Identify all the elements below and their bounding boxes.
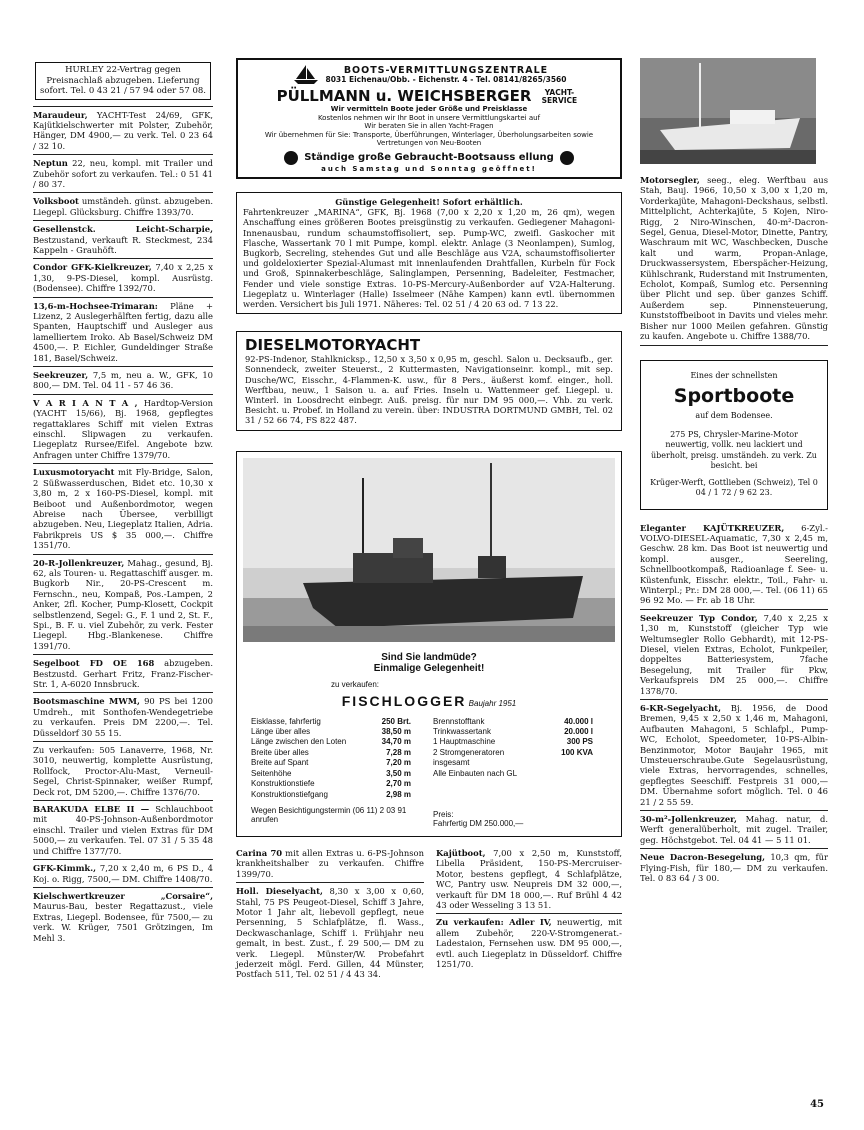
classified-ad bbox=[33, 395, 213, 464]
marina-text: Fahrtenkreuzer „MARINA“, GFK, Bj. 1968 (7,00 x 2,20 x 1,20 m, 26 qm), wegen Anschaffung eines größeren Bootes preisgünstig zu verkaufen. Gediegener Mahagoni-Innenausbau, rundum schaumstoffisoliert, sep. Pump-WC, zweifl. Gaskocher mit Flasche, Wassertank 70 l mit Pumpe, kompl. elektr. Anlage (3 Neonlampen), Sumlog, Bugkorb, Secreling, stehendes Gut und alle Beschläge aus V2A, schaumstoffisolierter und goldeloxierter Spezial-Alumast mit innenlaufenden Drahtfallen, Kurbeln für Fock und Groß, Spinnakerbeschläge, Salinglampen, Persenning, Badeleiter, Festmacher, Fender und viele sonstige Extras. 10-PS-Mercury-Außenborder auf V2A-Halterung. Liegeplatz u. Winterlager (Halle) Isselmeer (Nähe Kampen) kann evtl. übernommen werden. Versichert bis Juli 1971. Näheres: Tel. 02 51 / 4 20 63 od. 7 13 22. bbox=[243, 207, 615, 310]
ad-head: Neptun bbox=[33, 158, 68, 169]
spec-row bbox=[251, 748, 411, 758]
spec-key: Konstruktionstiefgang bbox=[251, 789, 328, 799]
ad-head: 6-KR-Segelyacht, bbox=[640, 703, 722, 713]
spec-row bbox=[251, 779, 411, 789]
ad-body: Zu verkaufen: 505 Lanaverre, 1968, Nr. 3010, neuwertig, komplette Ausrüstung, Rollfock, Proctor-Alu-Mast, Verneuil-Segel, Christ-Spinnaker, weißer Rumpf, Deck rot, DM 5200,—. Chiffre 1376/70. bbox=[33, 745, 213, 797]
spec-value: 250 Brt. bbox=[381, 716, 411, 726]
ad-body: 7,20 x 2,40 m, 6 PS D., 4 Koj. o. Rigg, 7500,— DM. Chiffre 1408/70. bbox=[33, 863, 213, 884]
ad-head: Segelboot FD OE 168 bbox=[33, 658, 155, 669]
ad-head: Bootsmaschine MWM, bbox=[33, 696, 140, 707]
column-middle bbox=[236, 58, 622, 983]
fischlogger-name: FISCHLOGGER bbox=[341, 692, 467, 709]
ad-body: umständeh. günst. abzugeben. Liegepl. Glücksburg. Chiffre 1393/70. bbox=[33, 196, 213, 217]
ad-head: Holl. Dieselyacht, bbox=[236, 886, 323, 897]
ad-body: Mahag., gesund, Bj. 62, als Touren- u. Regattaschiff ausger. m. Bugkorb Nir., 20-PS-Crescent m. Fernschn., neu, Kompaß, Pos.-Lampen, 2 Anker, 2fl. Kocher, Pump-Klosett, Cockpit selbstlenzend, Segel: G., F. 1 und 2, St. F., Spi., B. F. u. viel Zubehör, zu verk. Fester Liegepl. Hbg.-Blankenese. Chiffre 1391/70. bbox=[33, 557, 213, 651]
ad-head: Gesellenstck. Leicht-Scharpie, bbox=[33, 224, 213, 235]
spec-key: Länge über alles bbox=[251, 727, 311, 737]
boots-vermittlung-ad bbox=[236, 58, 622, 179]
ad-body: Bj. 1956, de Dood Bremen, 9,45 x 2,50 x 1,46 m, Mahagoni, Aufbauten Mahagoni, 5 Schlafpl., Pump-WC, Echolot, Speedometer, 10-PS-Albin-Benzinmotor, Motor Baujahr 1965, mit Umsteuerschraube.Gute Segelausrüstung, viele Extras, hervorragendes, schnelles, gepflegtes Seeschiff. Festpreis 31 000,— DM. Übernahme sofort möglich. Tel. 0 46 21 / 2 55 59. bbox=[640, 703, 828, 807]
spec-row bbox=[433, 769, 593, 779]
ad-body: 7,5 m, neu a. W., GFK, 10 800,— DM. Tel. 04 11 - 57 46 36. bbox=[33, 370, 213, 391]
ad-body: seeg., eleg. Werftbau aus Stah, Bauj. 1966, 10,50 x 3,00 x 1,20 m, Vorderkajüte, Mahagoni-Deckshaus, selbstl. Mittelplicht, Achterkajüte, 5 Kojen, Niro-Rigg, 2 Niro-Winschen, 40-m²-Dacron-Segel, Genua, Diesel-Motor, Dinette, Pantry, Waschraum mit WC, Waschbecken, Dusche kalt und warm, Propan-Anlage, Druckwassersystem, Eberspächer-Heizung, Kühlschrank, Ruderstand mit Instrumenten, Echolot, Kompaß, Sumlog etc. Persenning über Plicht und sep. über ganzes Schiff. Außerdem sep. Pinnensteuerung, Kunststoffbeiboot in Davits und vieles mehr. Bisher nur 1000 Meilen gefahren. Günstig zu kaufen. Angebote u. Chiffre 1388/70. bbox=[640, 175, 828, 342]
classified-ad bbox=[33, 464, 213, 554]
ad-text: HURLEY 22-Vertrag gegen Preisnachlaß abzugeben. Lieferung sofort. Tel. 0 43 21 / 57 94 oder 57 08. bbox=[40, 65, 206, 96]
classified-ad bbox=[33, 655, 213, 693]
ad-body: Pläne + Lizenz, 2 Auslegerhälften fertig, dazu alle Spanten, Hauptschiff und Ausleger aus lamelliertem Iroko. Ab Basel/Schweiz DM 4500,—. P. Eichler, Gundeldinger Straße 181, Basel/Schweiz. bbox=[33, 300, 213, 363]
boots-service: YACHT-SERVICE bbox=[541, 87, 578, 105]
classified-ad bbox=[640, 700, 828, 811]
diesel-text: 92-PS-Indenor, Stahlknicksp., 12,50 x 3,50 x 0,95 m, geschl. Salon u. Decksaufb., ger. Sonnendeck, zweiter Steuerst., 2 Kuttermasten, Navigationseinr. kompl., mit sep. Dusche/WC, Eisschr., 4-Flammen-K. usw., für 8 Pers., äußerst komf. einger., holl. Werftbau, neuw., 1 Saison u. a. auf Fries. Inseln u. Wattenmeer gef. Liegepl. u. Winterl. in Loosdrecht einbegr. Auß. preisg. für nur DM 95 000,—. Vhb. zu verk. Besicht. u. Probef. in Holland zu verein. über: INDUSTRA DORTMUND GMBH, Tel. 02 31 / 52 66 74, FS 822 487. bbox=[245, 354, 613, 426]
ad-head: Maraudeur, bbox=[33, 109, 88, 120]
marina-ad bbox=[236, 192, 622, 314]
ad-head: Neue Dacron-Besegelung, bbox=[640, 852, 766, 863]
page-number: 45 bbox=[810, 1099, 824, 1110]
classified-ad bbox=[436, 914, 622, 972]
classified-ad bbox=[640, 172, 828, 346]
spec-value: 7,28 m bbox=[386, 747, 411, 757]
classified-ad bbox=[33, 555, 213, 656]
ad-head: Seekreuzer Typ Condor, bbox=[640, 612, 758, 623]
fischlogger-price-label: Preis: bbox=[433, 809, 454, 819]
boots-line: Kostenlos nehmen wir Ihr Boot in unsere Vermittlungskartei auf bbox=[317, 113, 541, 122]
classified-ad bbox=[33, 155, 213, 193]
ad-body: neuwertig, mit allem Zubehör, 220-V-Stromgenerat.-Ladestaion, Fernsehen usw. DM 95 000,—, evtl. auch Liegeplatz in Düsseldorf. Chiffre 1251/70. bbox=[436, 917, 622, 969]
ad-body: 10,3 qm, für Flying-Fish, für 180,— DM zu verkaufen. Tel. 0 83 64 / 3 00. bbox=[640, 852, 828, 884]
classified-ad bbox=[33, 860, 213, 888]
classified-ad bbox=[236, 845, 424, 883]
spec-value: 20.000 l bbox=[564, 727, 593, 737]
spec-value: 7,20 m bbox=[386, 758, 411, 768]
ad-head: Motorsegler, bbox=[640, 175, 700, 185]
ad-body: 7,40 x 2,25 x 1,30, 9-PS-Diesel, kompl. Ausrüstg. (Bodensee). Chiffre 1392/70. bbox=[33, 262, 213, 294]
fischlogger-year: Baujahr 1951 bbox=[468, 698, 517, 708]
boots-line: Wir übernehmen für Sie: Transporte, Überführungen, Winterlager, Überholungsarbeiten sowie Vertretungen von Neu-Booten bbox=[264, 130, 594, 147]
classified-ad bbox=[640, 610, 828, 700]
dot-icon bbox=[560, 151, 574, 165]
spec-key: Länge zwischen den Loten bbox=[251, 737, 347, 747]
spec-value: 2,98 m bbox=[386, 789, 411, 799]
ad-head: Condor GFK-Kielkreuzer, bbox=[33, 262, 152, 273]
fischlogger-offer: Einmalige Gelegenheit! bbox=[373, 662, 485, 674]
ad-head: Luxusmotoryacht bbox=[33, 467, 115, 478]
spec-key: Trinkwassertank bbox=[433, 727, 491, 737]
ad-body: 6-Zyl.-VOLVO-DIESEL-Aquamatic, 7,30 x 2,45 m, Geschw. 28 km. Das Boot ist neuwertig und kompl. ausger., Seereling, Schnellbootkompaß, Radioanlage f. See- u. Küstenfunk, Eisschr. elektr., Toil., Fahr- u. Winterpl.; Pr.: DM 28 000,—. Tel. (06 11) 65 96 92 Mo. — Fr. ab 18 Uhr. bbox=[640, 522, 829, 606]
fischlogger-visit: Wegen Besichtigungstermin (06 11) 2 03 91 anrufen bbox=[251, 805, 407, 824]
spec-value: 3,50 m bbox=[386, 768, 411, 778]
spec-value: 2,70 m bbox=[386, 779, 411, 789]
boots-slogan2: auch Samstag und Sonntag geöffnet! bbox=[321, 164, 537, 173]
classified-ad bbox=[640, 811, 828, 849]
ad-body: mit Fly-Bridge, Salon, 2 Süßwasserduschen, Bidet etc. 10,30 x 3,80 m, 2 x 160-PS-Diesel, kompl. mit Beiboot und Außenbordmotor, wegen Abreise nach Übersee, verbilligt abzugeben. Neu, Liegeplatz Italien, Adria. Fabrikpreis US $ 35 000,—. Chiffre 1351/70. bbox=[33, 467, 213, 551]
boots-slogan: Ständige große Gebraucht-Bootsauss ellung bbox=[304, 152, 554, 163]
fischlogger-ad bbox=[236, 451, 622, 837]
spec-key: Brennstofftank bbox=[433, 716, 485, 726]
fischlogger-question: Sind Sie landmüde? bbox=[381, 651, 477, 663]
ad-body: Maurus-Bau, bester Regattazust., viele Extras, Liegepl. Bodensee, für 7500,— zu verk. W. Krüger, 7501 Grötzingen, Im Mehl 3. bbox=[33, 901, 213, 943]
spec-value: 34,70 m bbox=[381, 737, 411, 747]
spec-key: Alle Einbauten nach GL bbox=[433, 768, 518, 778]
ad-body: Hardtop-Version (YACHT 15/66), Bj. 1968, gepflegtes regattaklares Schiff mit vielen Extras einschl. Slipwagen zu verkaufen. Liegeplatz Rursee/Eifel. Angebote bzw. Anfragen unter Chiffre 1379/70. bbox=[33, 397, 214, 460]
spec-row bbox=[433, 748, 593, 769]
sportboote-line: Eines der schnellsten bbox=[690, 370, 778, 380]
ad-head: Kajütboot, bbox=[436, 847, 486, 858]
ad-body: abzugeben. Bestzustd. Gerhart Fritz, Franz-Fischer-Str. 1, A-6020 Innsbruck. bbox=[33, 658, 213, 689]
spec-value: 100 KVA bbox=[561, 747, 593, 757]
spec-key: Seitenhöhe bbox=[251, 768, 292, 778]
ad-body: 7,00 x 2,50 m, Kunststoff, Libella Präsident, 150-PS-Mercruiser-Motor, bestens gepflegt, 4 Schlafplätze, WC, Pantry usw. Neupreis DM 32 000,—, verkauft für DM 18 000,—. Ruf Brühl 4 42 43 oder Wesseling 3 13 51. bbox=[436, 847, 622, 910]
classified-ad bbox=[33, 367, 213, 395]
spec-value: 38,50 m bbox=[381, 727, 411, 737]
spec-row bbox=[433, 727, 593, 737]
classified-ad bbox=[33, 693, 213, 742]
classified-ad bbox=[33, 193, 213, 221]
ad-head: Zu verkaufen: Adler IV, bbox=[436, 917, 552, 928]
sportboote-firm: Krüger-Werft, Gottlieben (Schweiz), Tel 0 04 / 1 72 / 9 62 23. bbox=[650, 477, 818, 497]
fischlogger-price: Fahrfertig DM 250.000,— bbox=[433, 818, 524, 828]
boots-line: Wir vermitteln Boote jeder Größe und Preisklasse bbox=[330, 105, 528, 113]
fischlogger-specs-left bbox=[251, 717, 411, 800]
diesel-ad bbox=[236, 331, 622, 430]
ad-head: 13,6-m-Hochsee-Trimaran: bbox=[33, 300, 158, 311]
classified-ad bbox=[33, 259, 213, 297]
dot-icon bbox=[284, 151, 298, 165]
spec-row bbox=[251, 790, 411, 800]
spec-row bbox=[251, 727, 411, 737]
boots-firm: PÜLLMANN u. WEICHSBERGER bbox=[276, 87, 532, 105]
classified-ad bbox=[33, 801, 213, 860]
ad-body: YACHT-Test 24/69, GFK, Kajütkielschwerter mit Polster, Zubehör, Hänger, DM 4900,— zu verk. Tel. 0 23 64 / 32 10. bbox=[33, 109, 213, 151]
spec-value: 300 PS bbox=[566, 737, 593, 747]
diesel-title: DIESELMOTORYACHT bbox=[245, 336, 421, 355]
ad-head: 20-R-Jollenkreuzer, bbox=[33, 557, 125, 568]
ad-head: Eleganter KAJÜTKREUZER, bbox=[640, 522, 785, 533]
ad-body: Schlauchboot mit 40-PS-Johnson-Außenbordmotor einschl. Trailer und vielen Extras für DM 5000,— zu verkaufen. Tel. 07 31 / 5 35 48 und Chiffre 1377/70. bbox=[33, 804, 213, 856]
ad-head: Carina 70 bbox=[236, 847, 283, 858]
classified-ad bbox=[640, 849, 828, 886]
motorsailer-photo bbox=[640, 58, 816, 164]
classified-ad bbox=[33, 742, 213, 801]
spec-key: Breite auf Spant bbox=[251, 758, 309, 768]
boots-title: BOOTS-VERMITTLUNGSZENTRALE bbox=[343, 65, 549, 76]
classified-ad bbox=[33, 888, 213, 946]
ad-head: GFK-Kimmk., bbox=[33, 863, 97, 874]
classified-ad bbox=[640, 520, 828, 610]
spec-row bbox=[433, 737, 593, 747]
boots-line: Wir beraten Sie in allen Yacht-Fragen bbox=[364, 122, 494, 130]
classified-ad bbox=[436, 845, 622, 914]
marina-title: Günstige Gelegenheit! Sofort erhältlich. bbox=[335, 197, 523, 207]
boots-address: 8031 Eichenau/Obb. - Eichenstr. 4 - Tel. 08141/8265/3560 bbox=[325, 75, 567, 84]
fischlogger-zu: zu verkaufen: bbox=[331, 679, 380, 689]
sportboote-line: auf dem Bodensee. bbox=[695, 411, 773, 420]
ad-head: Kielschwertkreuzer „Corsaire“, bbox=[33, 890, 213, 901]
spec-key: Konstruktionstiefe bbox=[251, 779, 315, 789]
spec-key: 2 Stromgeneratoren insgesamt bbox=[433, 747, 505, 768]
ad-head: V A R I A N T A , bbox=[33, 397, 138, 408]
spec-key: Breite über alles bbox=[251, 747, 309, 757]
column-left bbox=[33, 58, 213, 946]
sailboat-icon bbox=[292, 64, 320, 86]
spec-key: 1 Hauptmaschine bbox=[433, 737, 496, 747]
classified-ad bbox=[236, 883, 424, 983]
spec-row bbox=[251, 769, 411, 779]
ad-body: 90 PS bei 1200 Umdreh., mit Sonthofen-Wendegetriebe zu verkaufen. Preis DM 2200,—. Tel. Düsseldorf 30 55 15. bbox=[33, 696, 213, 738]
fishing-trawler-photo bbox=[243, 458, 615, 642]
ad-body: 22, neu, kompl. mit Trailer und Zubehör sofort zu verkaufen. Tel.: 0 51 41 / 80 37. bbox=[33, 158, 213, 189]
ad-head: Seekreuzer, bbox=[33, 370, 89, 381]
ad-body: 7,40 x 2,25 x 1,30 m, Kunststoff (gleicher Typ wie Weltumsegler Rollo Gebhardt), mit 12-PS-Diesel, vielen Extras, Echolot, Funkpeiler, doppeltes Batteriesystem, 7fache Besegelung, mit Trailer für Pkw, Verkaufspreis DM 25 000,—. Chiffre 1378/70. bbox=[640, 612, 828, 696]
spec-value: 40.000 l bbox=[564, 716, 593, 726]
spec-row bbox=[251, 717, 411, 727]
classified-ad bbox=[33, 107, 213, 156]
classified-ad bbox=[33, 221, 213, 259]
ad-head: 30-m²-Jollenkreuzer, bbox=[640, 814, 737, 825]
sportboote-text: 275 PS, Chrysler-Marine-Motor neuwertig, vollk. neu lackiert und überholt, preisg. umständeh. zu verk. Zu besicht. bei bbox=[651, 429, 817, 470]
spec-row bbox=[251, 758, 411, 768]
sportboote-ad bbox=[640, 360, 828, 510]
column-right bbox=[640, 58, 828, 887]
ad-body: Bestzustand, verkauft R. Steckmest, 234 Kappeln - Grauhöft. bbox=[33, 234, 213, 255]
ad-body: Mahag. natur, d. Werft generalüberholt, mit zugel. Trailer, geg. Höchstgebot. Tel. 04 41 — 5 11 01. bbox=[640, 814, 828, 845]
ad-head: BARAKUDA ELBE II — bbox=[33, 804, 150, 815]
fischlogger-specs-right bbox=[433, 717, 593, 800]
ad-body: 8,30 x 3,00 x 0,60, Stahl, 75 PS Peugeot-Diesel, Schiff 3 Jahre, Motor 1 Jahr alt, liebevoll gepflegt, neue Persenning, 5 Schlafplätze, fl. Wass., Deckwaschanlage, Schiff i. Frühjahr neu gemalt, in best. Zust., f. 29 500,— DM zu verk. Liegepl. Münster/W. Probefahrt jederzeit mögl. Ferd. Gillen, 44 Münster, Postfach 511, Tel. 02 51 / 4 43 34. bbox=[236, 886, 424, 980]
spec-key: Eisklasse, fahrfertig bbox=[251, 716, 321, 726]
sportboote-title: Sportboote bbox=[673, 385, 795, 407]
ad-hurley bbox=[35, 62, 211, 100]
spec-row bbox=[251, 737, 411, 747]
spec-row bbox=[433, 717, 593, 727]
classified-ad bbox=[33, 298, 213, 367]
ad-head: Volksboot bbox=[33, 196, 79, 207]
ad-body: mit allen Extras u. 6-PS-Johnson krankheitshalber zu verkaufen. Chiffre 1399/70. bbox=[236, 847, 424, 879]
